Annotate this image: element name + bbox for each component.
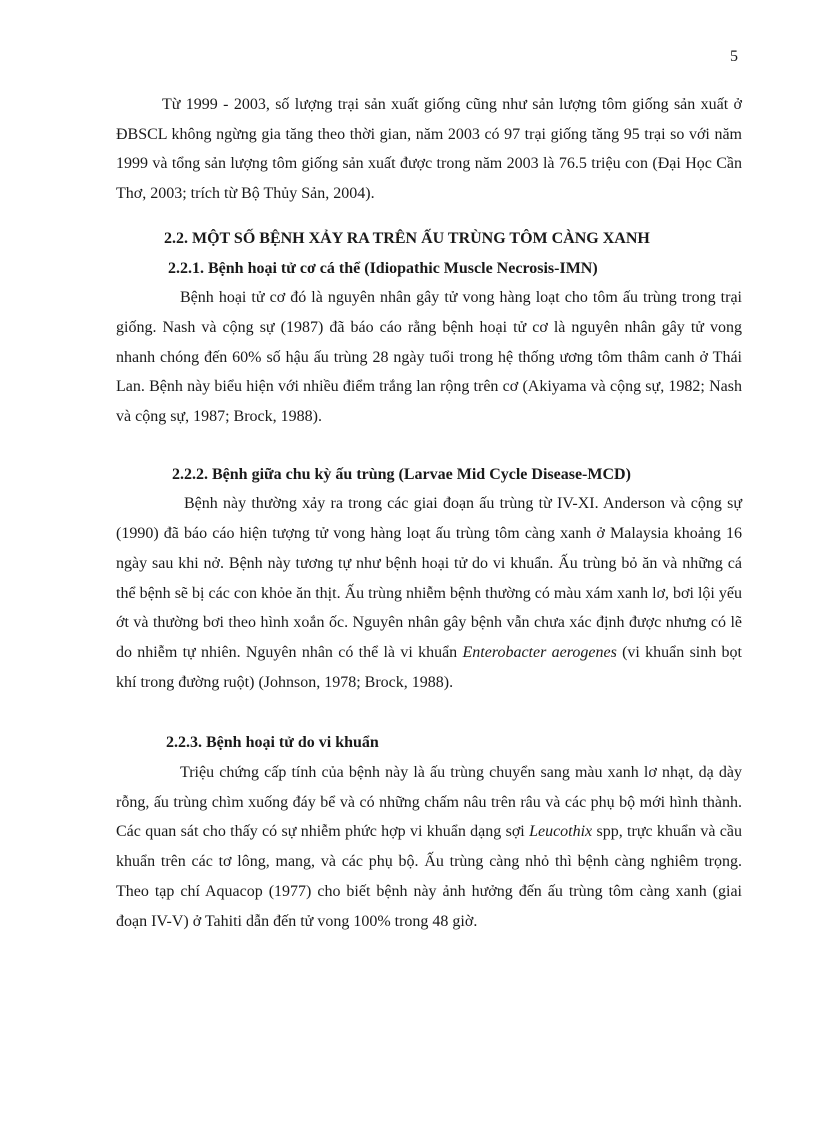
intro-paragraph: Từ 1999 - 2003, số lượng trại sản xuất giống cũng như sản lượng tôm giống sản xuất ở ĐBSCL không ngừng gia tăng theo thời gian, năm 2003 có 97 trại giống tăng 95 trại so với năm 1999 và tổng sản lượng tôm giống sản xuất được trong năm 2003 là 76.5 triệu con (Đại Học Cần Thơ, 2003; trích từ Bộ Thủy Sản, 2004). — [116, 96, 742, 203]
subsection-1-paragraph: Bệnh hoại tử cơ đó là nguyên nhân gây tử vong hàng loạt cho tôm ấu trùng trong trại giống. Nash và cộng sự (1987) đã báo cáo rằng bệnh hoại tử cơ là nguyên nhân gây tử vong nhanh chóng đến 60% số hậu ấu trùng 28 ngày tuổi trong hệ thống ương tôm thâm canh ở Thái Lan. Bệnh này biểu hiện với nhiều điểm trắng lan rộng trên cơ (Akiyama và cộng sự, 1982; Nash và cộng sự, 1987; Brock, 1988). — [116, 289, 742, 426]
subsection-3-text-end: spp, trực khuẩn và cầu khuẩn trên các tơ lông, mang, và các phụ bộ. Ấu trùng càng nhỏ thì bệnh càng nghiêm trọng. Theo tạp chí Aquacop (1977) cho biết bệnh này ảnh hưởng đến ấu trùng tôm càng xanh (giai đoạn IV-V) ở Tahiti dẫn đến tử vong 100% trong 48 giờ. — [116, 823, 742, 930]
subsection-heading-3: 2.2.3. Bệnh hoại tử do vi khuẩn — [166, 734, 379, 752]
subsection-heading-2: 2.2.2. Bệnh giữa chu kỳ ấu trùng (Larvae Mid Cycle Disease-MCD) — [172, 465, 631, 483]
subsection-3-paragraph — [116, 758, 742, 936]
subsection-3-text-start: Triệu chứng cấp tính của bệnh này là ấu trùng chuyển sang màu xanh lơ nhạt, dạ dày rỗng, ấu trùng chìm xuống đáy bể và có những chấm nâu trên râu và các phụ bộ mới hình thành. Các quan sát cho thấy có sự nhiễm phức hợp vi khuẩn dạng sợi — [116, 764, 742, 841]
species-name-enterobacter: Enterobacter aerogenes — [462, 643, 617, 661]
subsection-2-paragraph — [116, 489, 742, 697]
section-heading: 2.2. MỘT SỐ BỆNH XẢY RA TRÊN ẤU TRÙNG TÔM CÀNG XANH — [164, 229, 650, 247]
species-name-leucothix: Leucothix — [529, 823, 593, 841]
document-body — [116, 90, 742, 936]
subsection-2-text-end: (vi khuẩn sinh bọt khí trong đường ruột) (Johnson, 1978; Brock, 1988). — [116, 643, 742, 691]
page-number: 5 — [730, 48, 738, 65]
subsection-heading-1: 2.2.1. Bệnh hoại tử cơ cá thể (Idiopathic Muscle Necrosis-IMN) — [168, 259, 598, 277]
subsection-2-text-start: Bệnh này thường xảy ra trong các giai đoạn ấu trùng từ IV-XI. Anderson và cộng sự (1990) đã báo cáo hiện tượng tử vong hàng loạt ấu trùng tôm càng xanh ở Malaysia khoảng 16 ngày sau khi nở. Bệnh này tương tự như bệnh hoại tử do vi khuẩn. Ấu trùng bỏ ăn và những cá thể bệnh sẽ bị các con khỏe ăn thịt. Ấu trùng nhiễm bệnh thường có màu xám xanh lơ, bơi lội yếu ớt và thường bơi theo hình xoắn ốc. Nguyên nhân gây bệnh vẫn chưa xác định được nhưng có lẽ do nhiễm tự nhiên. Nguyên nhân có thể là vi khuẩn — [116, 495, 742, 661]
